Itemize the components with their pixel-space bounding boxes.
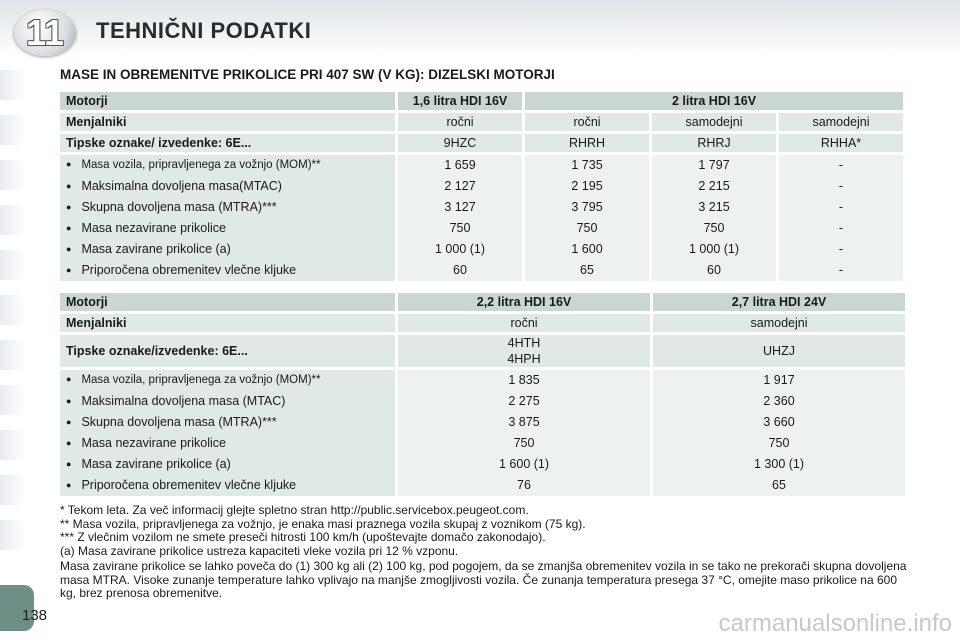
mass-value: 1 735 [571, 158, 603, 172]
mass-value: 750 [576, 221, 598, 235]
engine-label: Motorji [60, 293, 395, 311]
mass-table-2 [57, 290, 908, 499]
footnote: (a) Masa zavirane prikolice ustreza kapaciteti vleke vozila pri 12 % vzponu. [60, 543, 459, 558]
side-tab[interactable] [0, 115, 26, 145]
mass-label: ● Maksimalna dovoljena masa(MTAC) [66, 176, 389, 197]
mass-label: ● Masa vozila, pripravljenega za vožnjo (MOM)** [66, 155, 389, 176]
mass-values-cell [398, 370, 650, 496]
mass-label: ● Maksimalna dovoljena masa (MTAC) [66, 391, 389, 412]
mass-value: 3 660 [763, 415, 795, 429]
type-label: Tipske oznake/izvedenke: 6E... [60, 335, 395, 367]
type-value: 9HZC [398, 134, 522, 152]
engine-header: 2 litra HDI 16V [525, 92, 903, 110]
mass-value: 1 835 [508, 373, 540, 387]
engine-row [60, 293, 905, 311]
mass-value: 1 600 (1) [498, 457, 550, 471]
side-tab[interactable] [0, 430, 26, 460]
footnote: ** Masa vozila, pripravljenega za vožnjo, je enaka masi praznega vozila skupaj z voznikom (75 kg). [60, 516, 586, 531]
chapter-number-badge: 11 [14, 10, 76, 56]
mass-values-cell [779, 155, 903, 281]
type-value: UHZJ [653, 335, 905, 367]
engine-header: 2,7 litra HDI 24V [653, 293, 905, 311]
type-value-stack [398, 335, 650, 367]
mass-data-row [60, 370, 905, 496]
mass-values-cell [398, 155, 522, 281]
mass-value: 2 215 [698, 179, 730, 193]
mass-value: 750 [513, 436, 535, 450]
mass-data-row [60, 155, 903, 281]
mass-label: ● Masa zavirane prikolice (a) [66, 454, 389, 475]
mass-values-cell [525, 155, 649, 281]
side-tab[interactable] [0, 385, 26, 415]
engine-label: Motorji [60, 92, 395, 110]
mass-value: 1 300 (1) [753, 457, 805, 471]
mass-value: 1 917 [763, 373, 795, 387]
side-tab[interactable] [0, 205, 26, 235]
side-tab[interactable] [0, 475, 26, 505]
mass-labels-cell [60, 155, 395, 281]
mass-values-cell [652, 155, 776, 281]
page-number: 138 [22, 607, 48, 624]
footnotes [60, 504, 910, 601]
section-title: MASE IN OBREMENITVE PRIKOLICE PRI 407 SW (V KG): DIZELSKI MOTORJI [60, 67, 555, 82]
engine-row [60, 92, 903, 110]
side-tab[interactable] [0, 340, 26, 370]
mass-value: 750 [449, 221, 471, 235]
side-tab[interactable] [0, 250, 26, 280]
gearbox-label: Menjalniki [60, 113, 395, 131]
watermark: carmanualsonline.info [718, 610, 952, 637]
type-value: RHRH [525, 134, 649, 152]
footnote: *** Z vlečnim vozilom ne smete preseči hitrosti 100 km/h (upoštevajte domačo zakonodajo). [60, 530, 546, 544]
engine-header: 2,2 litra HDI 16V [398, 293, 650, 311]
mass-label: ● Skupna dovoljena masa (MTRA)*** [66, 412, 389, 433]
gearbox-row [60, 113, 903, 131]
footnote: * Tekom leta. Za več informacij glejte spletno stran http://public.servicebox.peugeot.com. [60, 503, 529, 517]
mass-value: 2 127 [444, 179, 476, 193]
gearbox-value: ročni [398, 113, 522, 131]
mass-value: 3 215 [698, 200, 730, 214]
gearbox-row [60, 314, 905, 332]
mass-value: 2 275 [508, 394, 540, 408]
chapter-title: TEHNIČNI PODATKI [96, 18, 312, 43]
type-value: 4HPH [507, 352, 541, 366]
side-tabs [0, 70, 30, 630]
mass-value: - [838, 221, 844, 235]
mass-label: ● Masa nezavirane prikolice [66, 433, 389, 454]
mass-value: 2 195 [571, 179, 603, 193]
gearbox-label: Menjalniki [60, 314, 395, 332]
mass-value: - [838, 158, 844, 172]
mass-value: 3 875 [508, 415, 540, 429]
gearbox-value: samodejni [652, 113, 776, 131]
mass-value: 3 795 [571, 200, 603, 214]
mass-value: - [838, 263, 844, 277]
mass-value: - [838, 242, 844, 256]
mass-value: 750 [703, 221, 725, 235]
side-tab[interactable] [0, 160, 26, 190]
mass-labels-cell [60, 370, 395, 496]
engine-header: 1,6 litra HDI 16V [398, 92, 522, 110]
mass-value: - [838, 179, 844, 193]
mass-value: 3 127 [444, 200, 476, 214]
type-row [60, 335, 905, 367]
mass-label: ● Masa vozila, pripravljenega za vožnjo (MOM)** [66, 370, 389, 391]
gearbox-value: ročni [525, 113, 649, 131]
type-label: Tipske oznake/ izvedenke: 6E... [60, 134, 395, 152]
mass-label: ● Masa zavirane prikolice (a) [66, 239, 389, 260]
gearbox-value: samodejni [653, 314, 905, 332]
mass-value: 60 [453, 263, 467, 277]
mass-table-1 [57, 89, 906, 284]
mass-label: ● Priporočena obremenitev vlečne kljuke [66, 260, 389, 281]
mass-value: 1 000 (1) [688, 242, 740, 256]
side-tab[interactable] [0, 520, 26, 550]
side-tab[interactable] [0, 70, 26, 100]
mass-value: 65 [772, 478, 786, 492]
mass-label: ● Priporočena obremenitev vlečne kljuke [66, 475, 389, 496]
side-tab[interactable] [0, 295, 26, 325]
gearbox-value: ročni [398, 314, 650, 332]
type-value: RHHA* [779, 134, 903, 152]
mass-value: 2 360 [763, 394, 795, 408]
mass-value: 750 [768, 436, 790, 450]
mass-value: 1 659 [444, 158, 476, 172]
mass-values-cell [653, 370, 905, 496]
mass-value: 60 [707, 263, 721, 277]
mass-label: ● Skupna dovoljena masa (MTRA)*** [66, 197, 389, 218]
mass-value: 65 [580, 263, 594, 277]
note-paragraph: Masa zavirane prikolice se lahko poveča do (1) 300 kg ali (2) 100 kg, pod pogojem, da se zmanjša obremenitev vozila in se tako ne prekorači skupna dovoljena masa MTRA. Visoke zunanje temperature lahko vplivajo na manjše zmogljivosti vozila. Če zunanja temperatura presega 37 °C, omejite maso prikolice na 600 kg, brez prenosa obremenitve. [60, 559, 907, 600]
type-row [60, 134, 903, 152]
mass-value: 76 [517, 478, 531, 492]
mass-value: 1 600 [571, 242, 603, 256]
type-value: 4HTH [507, 336, 541, 350]
mass-label: ● Masa nezavirane prikolice [66, 218, 389, 239]
gearbox-value: samodejni [779, 113, 903, 131]
mass-value: 1 000 (1) [434, 242, 486, 256]
mass-value: 1 797 [698, 158, 730, 172]
type-value: RHRJ [652, 134, 776, 152]
mass-value: - [838, 200, 844, 214]
